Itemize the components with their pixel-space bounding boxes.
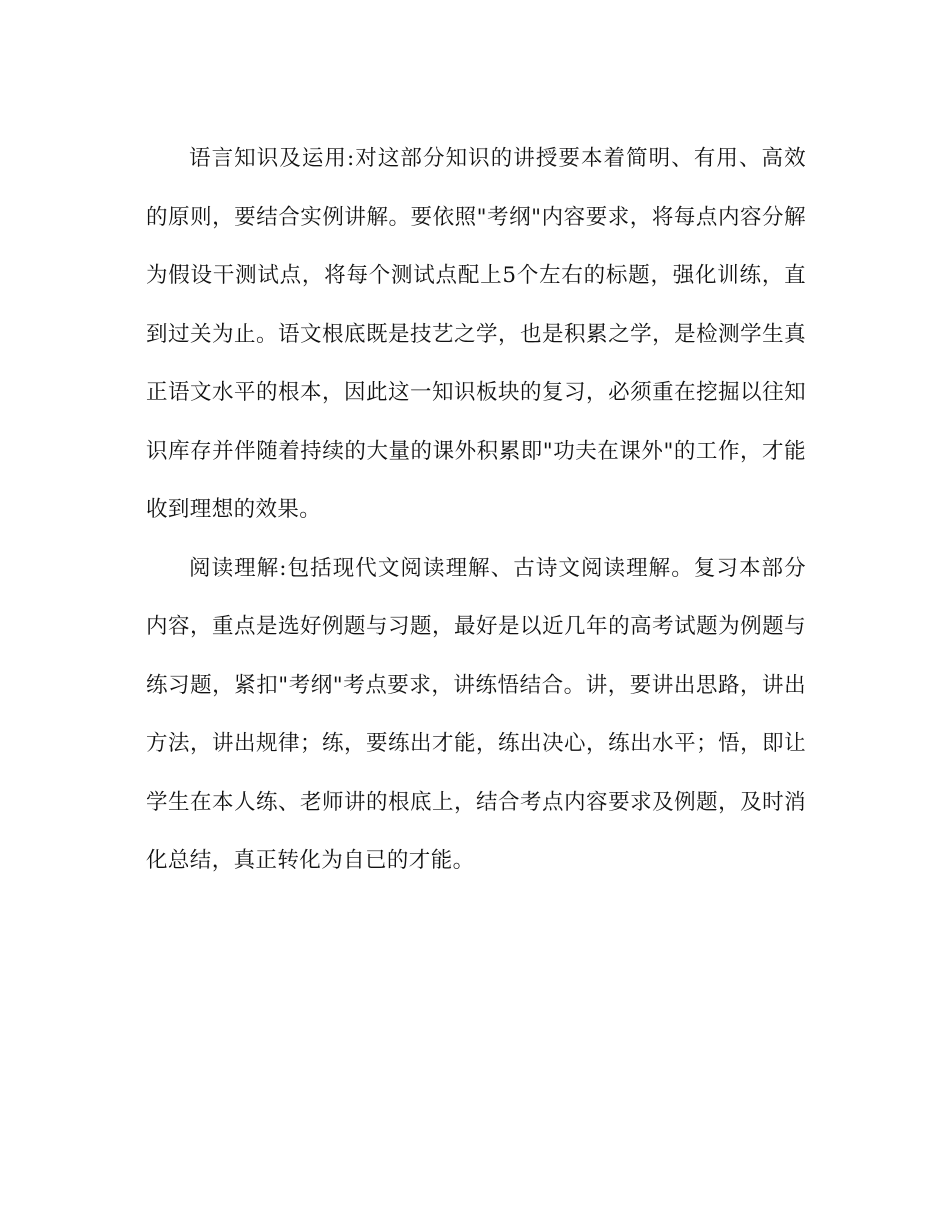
paragraph-language-knowledge: 语言知识及运用:对这部分知识的讲授要本着简明、有用、高效的原则，要结合实例讲解。要依照"考纲"内容要求，将每点内容分解为假设干测试点，将每个测试点配上5个左右的标题，强化训练，直到过关为止。语文根底既是技艺之学，也是积累之学，是检测学生真正语文水平的根本，因此这一知识板块的复习，必须重在挖掘以往知识库存并伴随着持续的大量的课外积累即"功夫在课外"的工作，才能收到理想的效果。 (146, 146, 806, 522)
document-body (146, 130, 806, 891)
paragraph-reading-comprehension: 阅读理解:包括现代文阅读理解、古诗文阅读理解。复习本部分内容，重点是选好例题与习题，最好是以近几年的高考试题为例题与练习题，紧扣"考纲"考点要求，讲练悟结合。讲，要讲出思路，讲出方法，讲出规律；练，要练出才能，练出决心，练出水平；悟，即让学生在本人练、老师讲的根底上，结合考点内容要求及例题，及时消化总结，真正转化为自已的才能。 (146, 555, 806, 873)
